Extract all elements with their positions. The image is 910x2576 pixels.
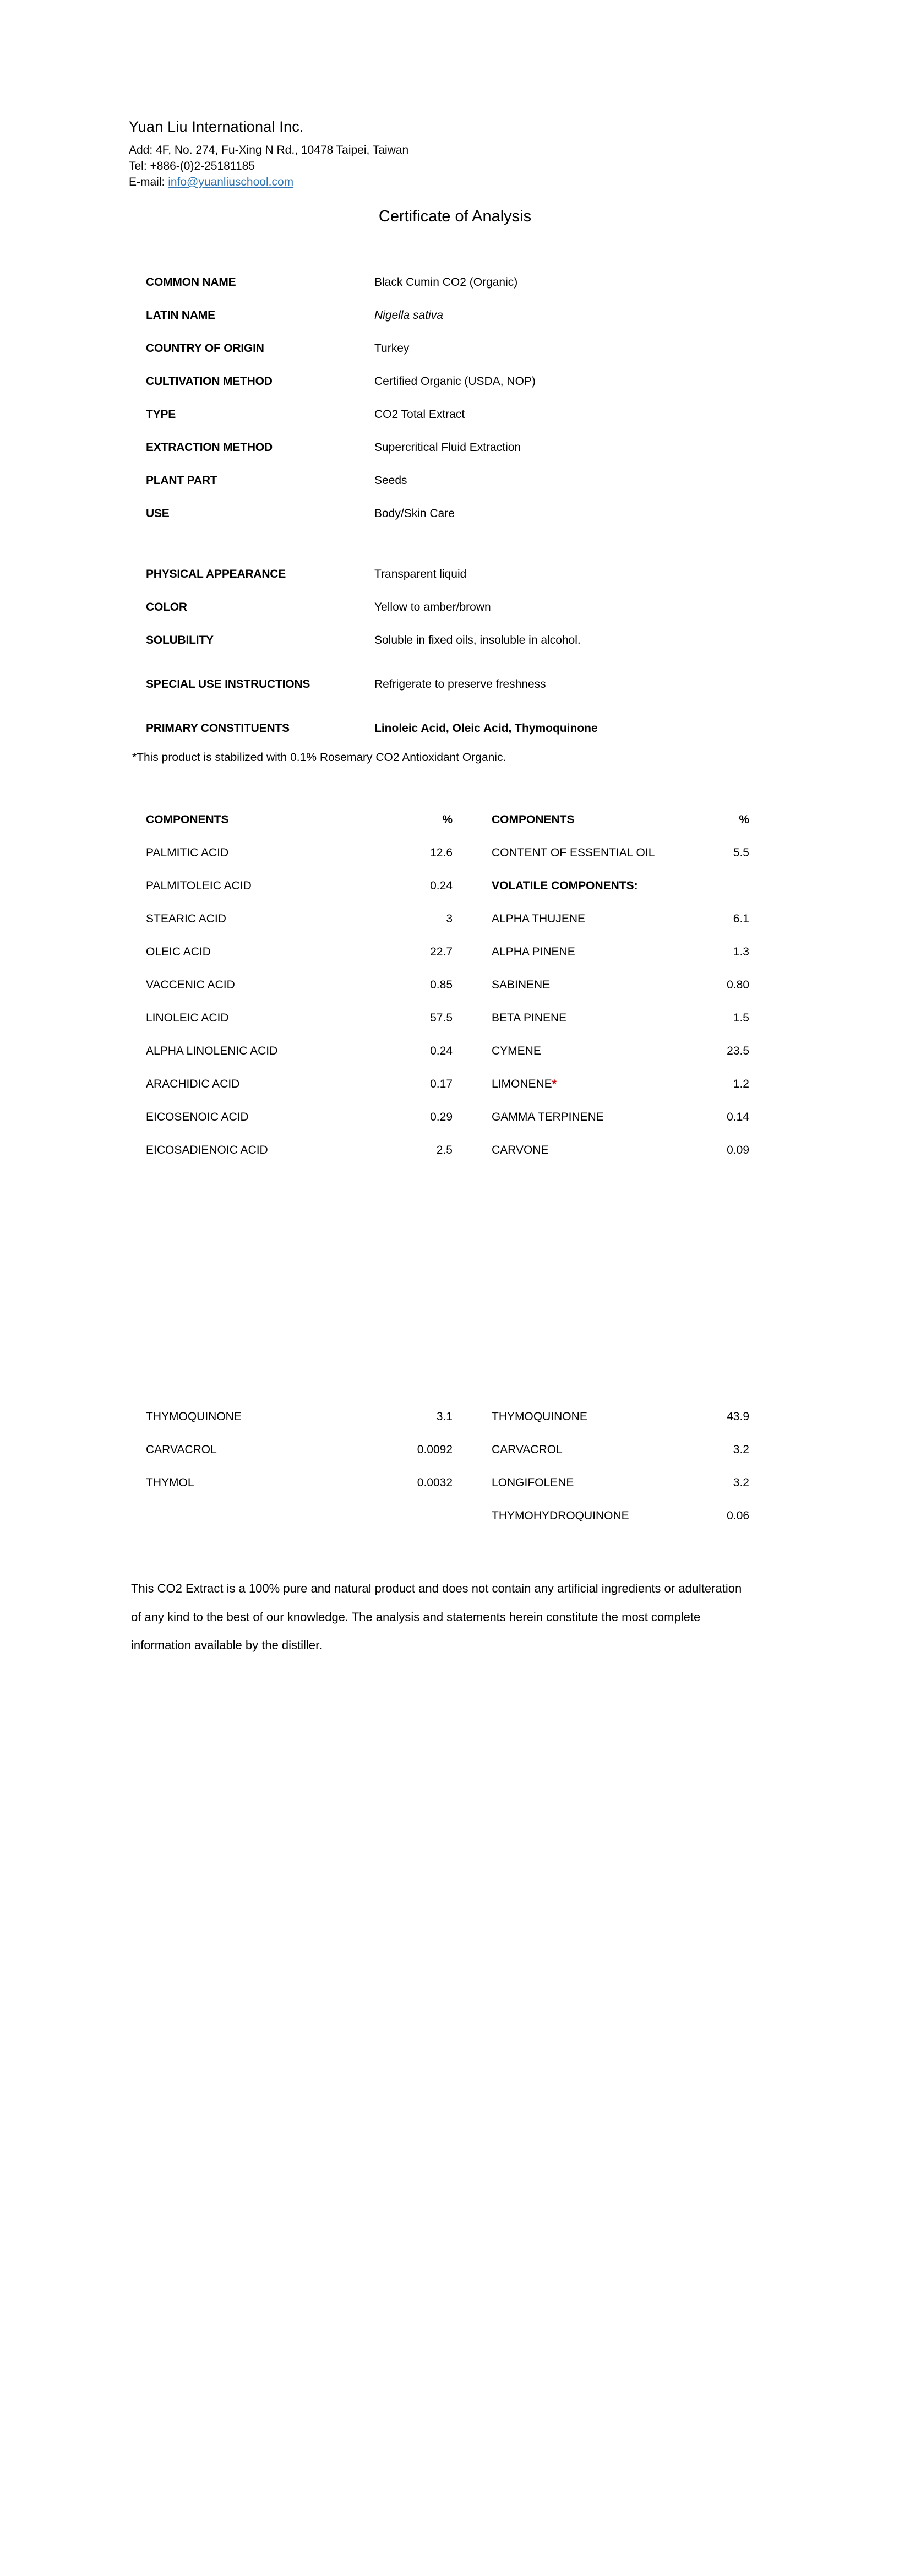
email-line [129,174,408,190]
component-value: 6.1 [733,912,749,925]
components-table-page1 [146,813,749,1177]
company-contact-block [129,142,408,190]
component-value: 0.0032 [417,1476,453,1489]
component-name: STEARIC ACID [146,912,226,925]
property-value: Yellow to amber/brown [374,601,491,613]
special-use-row [146,678,760,711]
components-table-page2 [146,1410,749,1542]
column-header-percent: % [739,813,749,826]
page-title: Certificate of Analysis [378,208,532,225]
component-value: 0.0092 [417,1443,453,1456]
component-name: ARACHIDIC ACID [146,1078,240,1090]
component-name [146,1509,376,1542]
disclaimer-line: information available by the distiller. [131,1638,323,1652]
column-header-components: COMPONENTS [146,813,229,826]
component-name: CONTENT OF ESSENTIAL OIL [492,846,655,859]
property-label: LATIN NAME [146,309,215,322]
property-value: Turkey [374,342,410,355]
primary-constituents-row [146,722,760,755]
component-name: EICOSADIENOIC ACID [146,1144,268,1156]
component-value: 0.09 [727,1144,749,1156]
component-name: CARVONE [492,1144,549,1156]
email-link[interactable]: info@yuanliuschool.com [168,176,294,188]
component-value: 1.5 [733,1012,749,1024]
column-header-percent: % [442,813,453,826]
property-value: Linoleic Acid, Oleic Acid, Thymoquinone [374,722,598,735]
email-label: E-mail: [129,176,168,188]
property-value: CO2 Total Extract [374,408,465,421]
component-name: THYMOL [146,1476,194,1489]
component-name-limonene [492,1078,673,1111]
property-value: Soluble in fixed oils, insoluble in alcohol. [374,634,581,646]
property-label: USE [146,507,170,520]
component-value: 0.14 [727,1111,749,1123]
property-label: SOLUBILITY [146,634,214,646]
component-value: 43.9 [727,1410,749,1423]
property-value: Black Cumin CO2 (Organic) [374,276,518,289]
component-name: ALPHA PINENE [492,945,575,958]
component-value: 57.5 [430,1012,453,1024]
component-value [673,879,749,912]
property-value: Refrigerate to preserve freshness [374,678,546,691]
component-name: THYMOHYDROQUINONE [492,1509,629,1522]
component-name: PALMITOLEIC ACID [146,879,252,892]
property-label: PHYSICAL APPEARANCE [146,568,286,580]
property-label: SPECIAL USE INSTRUCTIONS [146,678,310,691]
limonene-asterisk: * [552,1078,557,1090]
component-value: 0.17 [430,1078,453,1090]
disclaimer-paragraph [131,1574,814,1660]
property-label: TYPE [146,408,176,421]
component-value: 3.2 [733,1443,749,1456]
component-name: SABINENE [492,979,551,991]
component-value: 2.5 [436,1144,453,1156]
component-name: ALPHA THUJENE [492,912,585,925]
property-value: Body/Skin Care [374,507,455,520]
component-name: OLEIC ACID [146,945,211,958]
property-value: Transparent liquid [374,568,467,580]
property-value: Supercritical Fluid Extraction [374,441,521,454]
component-value: 1.3 [733,945,749,958]
column-header-components: COMPONENTS [492,813,575,826]
component-name: CARVACROL [492,1443,563,1456]
tel-line: Tel: +886-(0)2-25181185 [129,160,255,172]
component-value [376,1509,492,1542]
component-value: 0.06 [727,1509,749,1522]
property-label: CULTIVATION METHOD [146,375,273,388]
property-label: EXTRACTION METHOD [146,441,273,454]
property-label: COUNTRY OF ORIGIN [146,342,264,355]
identity-properties-table [146,276,760,540]
component-value: 3.2 [733,1476,749,1489]
component-value: 5.5 [733,846,749,859]
component-name: LIMONENE [492,1078,552,1090]
component-name: CYMENE [492,1045,541,1057]
property-label: PLANT PART [146,474,217,487]
component-value: 1.2 [733,1078,749,1090]
disclaimer-line: of any kind to the best of our knowledge. The analysis and statements herein constitute the most complete [131,1610,701,1624]
address-line: Add: 4F, No. 274, Fu-Xing N Rd., 10478 Taipei, Taiwan [129,144,409,156]
component-value: 0.24 [430,879,453,892]
component-name: GAMMA TERPINENE [492,1111,604,1123]
property-value: Seeds [374,474,407,487]
component-value: 3 [446,912,453,925]
component-name: EICOSENOIC ACID [146,1111,249,1123]
component-value: 0.80 [727,979,749,991]
component-value: 3.1 [436,1410,453,1423]
component-name: LINOLEIC ACID [146,1012,229,1024]
component-name: LONGIFOLENE [492,1476,574,1489]
property-value: Certified Organic (USDA, NOP) [374,375,536,388]
property-label: PRIMARY CONSTITUENTS [146,722,290,735]
property-label: COMMON NAME [146,276,236,289]
company-name: Yuan Liu International Inc. [129,118,304,135]
component-value: 0.24 [430,1045,453,1057]
property-label: COLOR [146,601,187,613]
property-value: Nigella sativa [374,309,443,322]
characteristics-table [146,568,760,667]
component-name: THYMOQUINONE [492,1410,587,1423]
component-name: BETA PINENE [492,1012,567,1024]
component-value: 23.5 [727,1045,749,1057]
component-value: 0.29 [430,1111,453,1123]
component-name: PALMITIC ACID [146,846,229,859]
disclaimer-line: This CO2 Extract is a 100% pure and natural product and does not contain any artificial ingredients or adulteration [131,1582,742,1595]
component-name: VACCENIC ACID [146,979,235,991]
component-value: 12.6 [430,846,453,859]
component-name: ALPHA LINOLENIC ACID [146,1045,278,1057]
volatile-components-heading: VOLATILE COMPONENTS: [492,879,638,892]
component-value: 0.85 [430,979,453,991]
stabilizer-note: *This product is stabilized with 0.1% Rosemary CO2 Antioxidant Organic. [132,751,506,764]
component-name: CARVACROL [146,1443,217,1456]
component-name: THYMOQUINONE [146,1410,242,1423]
component-value: 22.7 [430,945,453,958]
